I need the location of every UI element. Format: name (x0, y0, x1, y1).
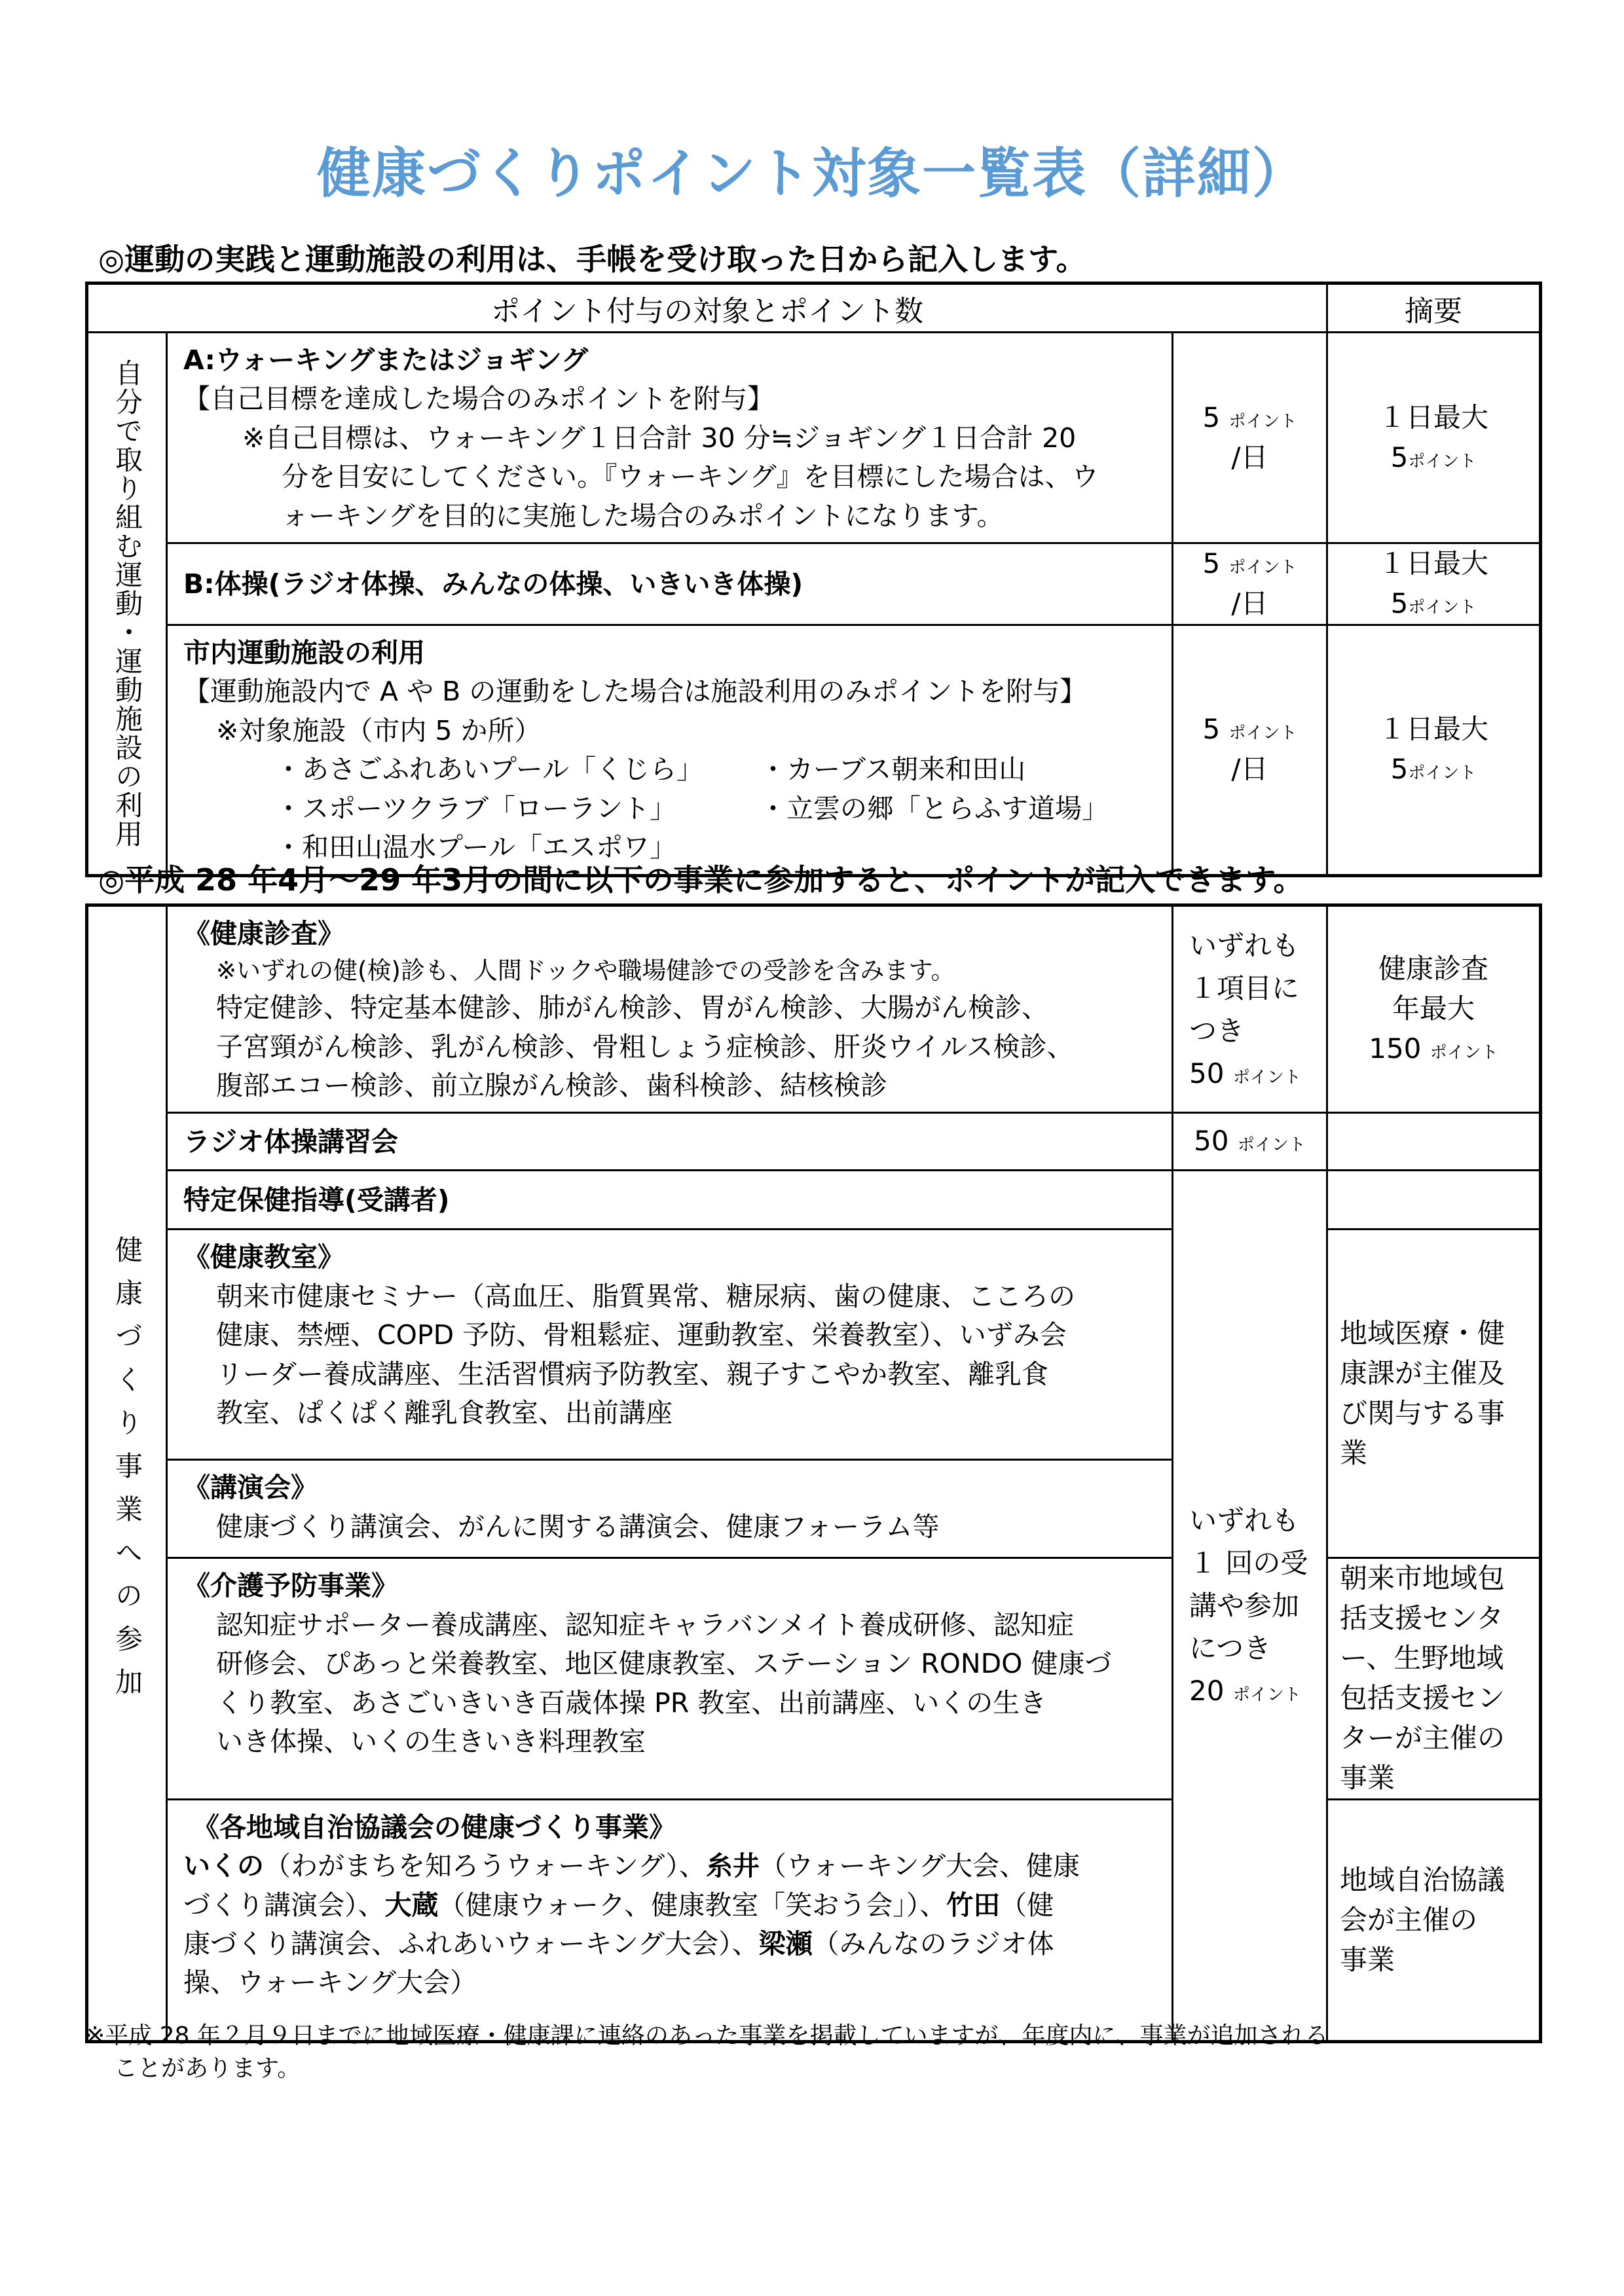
radio-pts-unit: ポイント (1237, 1135, 1306, 1156)
exercise-table (85, 282, 1542, 877)
shared-pts1: いずれも (1189, 1504, 1300, 1537)
facility-summary2: 5 (1390, 753, 1409, 786)
side-label-text: 自分で取り組む運動・運動施設の利用 (111, 358, 143, 848)
lecture-title: 《講演会》 (183, 1472, 318, 1504)
facility-summary-unit: ポイント (1408, 763, 1477, 784)
guidance-summary (1327, 1171, 1541, 1230)
regional-yanase: 梁瀬 (758, 1928, 813, 1960)
health-note-2: 康課が主催及 (1340, 1357, 1505, 1389)
exercise-b-summary (1327, 543, 1541, 625)
checkup-sum2: 年最大 (1392, 993, 1475, 1025)
checkup-line1: 特定健診、特定基本健診、肺がん検診、胃がん検診、大腸がん検診、 (216, 992, 1048, 1024)
care-line2: 研修会、ぴあっと栄養教室、地区健康教室、ステーション RONDO 健康づ (216, 1648, 1112, 1680)
checkup-note: ※いずれの健(検)診も、人間ドックや職場健診での受診を含みます。 (216, 957, 955, 985)
checkup-sum-num: 150 (1369, 1032, 1422, 1065)
center-note-2: 括支援センタ (1340, 1602, 1504, 1635)
facility-points-unit: ポイント (1228, 723, 1297, 744)
class-row (167, 1230, 1173, 1460)
shared-pts2: １ 回の受 (1189, 1546, 1308, 1579)
radio-points (1173, 1113, 1327, 1171)
regional-takeda: 竹田 (946, 1889, 1001, 1921)
center-note-1: 朝来市地域包 (1340, 1562, 1505, 1595)
section1-side-label (87, 333, 167, 876)
regional-yanase-txt: （みんなのラジオ体 (812, 1928, 1054, 1960)
walking-row (167, 333, 1173, 543)
care-line3: くり教室、あさごいきいき百歳体操 PR 教室、出前講座、いくの生き (216, 1686, 1047, 1719)
section2-heading: ◎平成 28 年4月～29 年3月の間に以下の事業に参加すると、ポイントが記入できます。 (98, 862, 1304, 898)
walking-summary1: １日最大 (1378, 401, 1489, 433)
exercise-b-summary2: 5 (1390, 587, 1409, 620)
facility-line1: 【運動施設内で A や B の運動をした場合は施設利用のみポイントを附与】 (183, 676, 1087, 708)
regional-takeda-txt: （健 (1000, 1889, 1054, 1921)
checkup-pts-unit: ポイント (1232, 1067, 1301, 1087)
walking-line3: 分を目安にしてください。『ウォーキング』を目標にした場合は、ウ (282, 461, 1099, 493)
lecture-line1: 健康づくり講演会、がんに関する講演会、健康フォーラム等 (216, 1510, 940, 1542)
checkup-points (1173, 905, 1327, 1113)
facility-list-row (183, 750, 1158, 789)
facility-title: 市内運動施設の利用 (183, 636, 425, 668)
facility-line2: ※対象施設（市内 5 か所） (216, 714, 542, 746)
lecture-row (167, 1460, 1173, 1558)
class-line2: 健康、禁煙、COPD 予防、骨粗鬆症、運動教室、栄養教室）、いずみ会 (216, 1319, 1067, 1351)
col-header-summary: 摘要 (1327, 283, 1541, 333)
footnote (85, 2020, 1552, 2086)
facility-points-num: 5 (1202, 713, 1221, 746)
facility-summary1: １日最大 (1378, 713, 1489, 746)
checkup-pts-num: 50 (1189, 1057, 1225, 1089)
walking-points (1173, 333, 1327, 543)
shared-pts3: 講や参加 (1189, 1590, 1300, 1622)
checkup-pts3: つき (1189, 1014, 1245, 1047)
exercise-b-title: B:体操(ラジオ体操、みんなの体操、いきいき体操) (167, 543, 1173, 625)
regional-note-2: 会が主催の (1340, 1903, 1478, 1936)
shared-pts-unit: ポイント (1232, 1685, 1301, 1705)
checkup-summary (1327, 905, 1541, 1113)
regional-line2: づくり講演会）、 (183, 1889, 385, 1921)
facility-list-row (183, 790, 1158, 828)
shared-points (1173, 1171, 1327, 2041)
exercise-b-summary1: １日最大 (1378, 547, 1489, 580)
regional-itoi: 糸井 (705, 1850, 760, 1882)
shared-pts4: につき (1189, 1632, 1272, 1665)
facility-rolland: ・スポーツクラブ「ローラント」 (275, 792, 676, 824)
walking-summary (1327, 333, 1541, 543)
center-note (1327, 1558, 1541, 1799)
class-line3: リーダー養成講座、生活習慣病予防教室、親子すこやか教室、離乳食 (216, 1358, 1048, 1390)
facility-espoir: ・和田山温水プール「エスポワ」 (275, 831, 676, 864)
radio-title: ラジオ体操講習会 (167, 1113, 1173, 1171)
care-title: 《介護予防事業》 (183, 1570, 398, 1602)
checkup-row (167, 905, 1173, 1113)
facility-points-per: /日 (1231, 753, 1268, 786)
regional-note (1327, 1799, 1541, 2041)
center-note-5: ターが主催の (1340, 1721, 1505, 1754)
exercise-b-points-num: 5 (1202, 547, 1221, 580)
walking-title: A:ウォーキングまたはジョギング (183, 344, 588, 376)
walking-summary2: 5 (1390, 441, 1409, 473)
walking-line2: ※自己目標は、ウォーキング１日合計 30 分≒ジョギング１日合計 20 (242, 422, 1077, 454)
class-line4: 教室、ぱくぱく離乳食教室、出前講座 (216, 1397, 673, 1429)
facility-points (1173, 625, 1327, 875)
regional-note-3: 事業 (1340, 1943, 1395, 1976)
shared-pts-num: 20 (1189, 1675, 1225, 1707)
center-note-3: ー、生野地域 (1340, 1642, 1504, 1675)
checkup-line2: 子宮頸がん検診、乳がん検診、骨粗しょう症検診、肝炎ウイルス検診、 (216, 1030, 1074, 1063)
center-note-4: 包括支援セン (1340, 1682, 1505, 1715)
regional-line3: 康づくり講演会、ふれあいウォーキング大会）、 (183, 1928, 759, 1960)
regional-title: 《各地域自治協議会の健康づくり事業》 (193, 1811, 676, 1843)
exercise-b-points-per: /日 (1231, 587, 1268, 620)
regional-row (167, 1799, 1173, 2041)
regional-ikuno: いくの (183, 1850, 264, 1882)
facility-summary (1327, 625, 1541, 875)
care-row (167, 1558, 1173, 1799)
regional-ikuno-txt: （わがまちを知ろうウォーキング）、 (264, 1850, 706, 1882)
checkup-pts1: いずれも (1189, 929, 1300, 962)
walking-points-unit: ポイント (1228, 411, 1297, 431)
care-line1: 認知症サポーター養成講座、認知症キャラバンメイト養成研修、認知症 (216, 1609, 1074, 1641)
health-note-1: 地域医療・健 (1340, 1317, 1505, 1350)
health-dept-note (1327, 1230, 1541, 1558)
checkup-title: 《健康診査》 (183, 918, 344, 949)
guidance-title: 特定保健指導(受講者) (167, 1171, 1173, 1230)
regional-itoi-txt: （ウォーキング大会、健康 (759, 1850, 1080, 1882)
care-line4: いき体操、いくの生きいき料理教室 (216, 1726, 646, 1758)
walking-summary-unit: ポイント (1408, 451, 1477, 471)
section2-side-label (87, 905, 167, 2042)
section1-heading: ◎運動の実践と運動施設の利用は、手帳を受け取った日から記入します。 (98, 242, 1086, 277)
regional-line4: 操、ウォーキング大会） (183, 1967, 477, 1999)
checkup-line3: 腹部エコー検診、前立腺がん検診、歯科検診、結核検診 (216, 1069, 887, 1101)
checkup-pts2: １項目に (1189, 972, 1300, 1004)
checkup-sum-unit: ポイント (1430, 1043, 1498, 1063)
checkup-sum1: 健康診査 (1378, 953, 1488, 985)
facility-row (167, 625, 1173, 875)
side-label-text: 健康づくり事業への参加 (111, 1235, 143, 1711)
center-note-6: 事業 (1340, 1761, 1395, 1794)
footnote-line1: ※平成 28 年２月９日までに地域医療・健康課に連絡のあった事業を掲載していますが、年度内に、事業が追加される (85, 2022, 1329, 2049)
facility-kujira: ・あさごふれあいプール「くじら」 (275, 754, 703, 786)
health-note-4: 業 (1340, 1436, 1368, 1469)
health-note-3: び関与する事 (1340, 1396, 1505, 1429)
facility-curves: ・カーブス朝来和田山 (760, 754, 1026, 786)
radio-pts-num: 50 (1194, 1125, 1229, 1157)
regional-ookura-txt: （健康ウォーク、健康教室「笑おう会」）、 (438, 1889, 947, 1921)
exercise-b-summary-unit: ポイント (1408, 598, 1477, 618)
walking-line1: 【自己目標を達成した場合のみポイントを附与】 (183, 383, 774, 415)
page-title: 健康づくりポイント対象一覧表（詳細） (316, 143, 1307, 205)
radio-summary (1327, 1113, 1541, 1171)
events-table (85, 903, 1542, 2043)
class-title: 《健康教室》 (183, 1241, 344, 1273)
class-line1: 朝来市健康セミナー（高血圧、脂質異常、糖尿病、歯の健康、こころの (216, 1280, 1075, 1312)
exercise-b-points-unit: ポイント (1228, 558, 1297, 578)
walking-line4: ォーキングを目的に実施した場合のみポイントになります。 (282, 500, 1004, 532)
col-header-target: ポイント付与の対象とポイント数 (87, 283, 1327, 333)
walking-points-num: 5 (1202, 401, 1221, 433)
exercise-b-points (1173, 543, 1327, 625)
regional-ookura: 大蔵 (384, 1889, 439, 1921)
facility-torafusu: ・立雲の郷「とらふす道場」 (760, 792, 1109, 824)
footnote-line2: ことがあります。 (114, 2055, 301, 2083)
walking-points-per: /日 (1231, 441, 1268, 473)
regional-note-1: 地域自治協議 (1340, 1863, 1505, 1896)
